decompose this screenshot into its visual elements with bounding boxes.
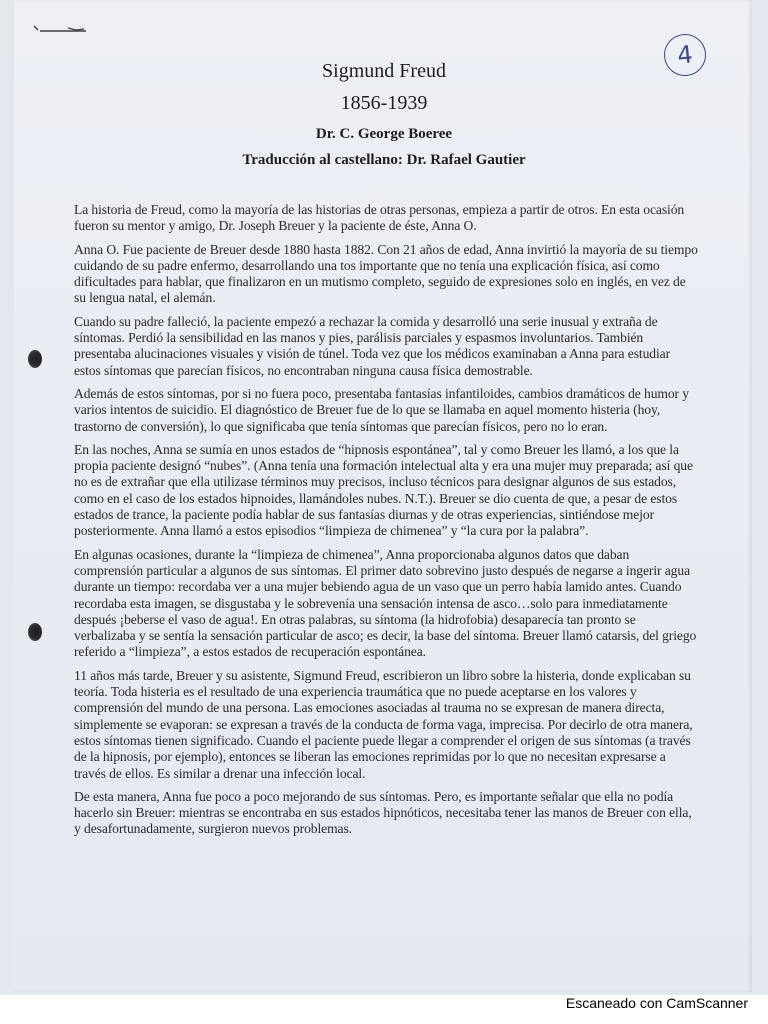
document-body [74, 202, 699, 845]
paragraph: Anna O. Fue paciente de Breuer desde 1880 hasta 1882. Con 21 años de edad, Anna invirtió la mayoría de su tiempo cuidando de su padre enfermo, desarrollando una tos importante que no tenía una explicación física, así como dificultades para hablar, que finalizaron en un mutismo completo, seguido de expresiones solo en inglés, en vez de su lengua natal, el alemán. [74, 241, 698, 306]
corner-scribble-mark [32, 24, 88, 34]
paragraph: 11 años más tarde, Breuer y su asistente, Sigmund Freud, escribieron un libro sobre la histeria, donde explicaban su teoría. Toda histeria es el resultado de una experiencia traumática que no puede aceptarse en los valores y comprensión del mundo de una persona. Las emociones asociadas al trauma no se expresan de manera directa, simplemente se evaporan: se expresan a través de la conducta de forma vaga, imprecisa. Por decirlo de otra manera, estos síntomas tienen significado. Cuando el paciente puede llegar a comprender el origen de sus síntomas (a través de la hipnosis, por ejemplo), entonces se liberan las emociones reprimidas por lo que no necesitan expresarse a través de ellos. Es similar a drenar una infección local. [74, 667, 693, 781]
paragraph: En las noches, Anna se sumía en unos estados de “hipnosis espontánea”, tal y como Breuer les llamó, a los que la propia paciente designó “nubes”. (Anna tenía una formación intelectual alta y era una mujer muy preparada; así que no es de extrañar que ella utilizase términos muy precisos, incluso técnicos para designar algunos de sus estados, como en el caso de los estados hipnoides, llamándoles nubes. N.T.). Breuer se dio cuenta de que, a pesar de estos estados de trance, la paciente podía hablar de sus fantasías diurnas y de otras experiencias, sintiéndose mejor posteriormente. Anna llamó a estos episodios “limpieza de chimenea” y “la cura por la palabra”. [74, 441, 693, 539]
paragraph: La historia de Freud, como la mayoría de las historias de otras personas, empieza a partir de otros. En esta ocasión fueron su mentor y amigo, Dr. Joseph Breuer y la paciente de éste, Anna O. [74, 202, 685, 234]
handwritten-page-number: 4 [662, 32, 708, 78]
paragraph: Además de estos síntomas, por si no fuera poco, presentaba fantasías infantiloides, cambios dramáticos de humor y varios intentos de suicidio. El diagnóstico de Breuer fue de lo que se llamaba en aquel momento histeria (hoy, trastorno de conversión), lo que significaba que tenía síntomas que parecían físicos, pero no lo eran. [74, 385, 689, 434]
punch-hole-bottom [28, 623, 42, 641]
paragraph: En algunas ocasiones, durante la “limpieza de chimenea”, Anna proporcionaba algunos datos que daban comprensión particular a algunos de sus síntomas. El primer dato sobrevino justo después de negarse a ingerir agua durante un tiempo: recordaba ver a una mujer bebiendo agua de un vaso que un perro había lamido antes. Cuando recordaba esta imagen, se disgustaba y le sobrevenía una sensación intensa de asco…solo para inmediatamente después ¡beberse el vaso de agua!. En otras palabras, su síntoma (la hidrofobia) desaparecía tan pronto se verbalizaba y se sentía la sensación particular de asco; es decir, la base del síntoma. Breuer llamó catarsis, del griego referido a “limpieza”, a estos estados de recuperación espontánea. [74, 546, 697, 660]
document-title: Sigmund Freud [322, 60, 446, 82]
paragraph: De esta manera, Anna fue poco a poco mejorando de sus síntomas. Pero, es importante señalar que ella no podía hacerlo sin Breuer: mientras se encontraba en sus estados hipnóticos, necesitaba tener las manos de Breuer con ella, y desafortunadamente, surgieron nuevos problemas. [74, 788, 692, 837]
camscanner-watermark: Escaneado con CamScanner [565, 995, 748, 1011]
paragraph: Cuando su padre falleció, la paciente empezó a rechazar la comida y desarrolló una serie inusual y extraña de síntomas. Perdió la sensibilidad en las manos y pies, parálisis parciales y espasmos involuntarios. También presentaba alucinaciones visuales y visión de túnel. Toda vez que los médicos examinaban a Anna para estudiar estos síntomas que parecían físicos, no encontraban ninguna causa física demostrable. [74, 313, 671, 378]
document-translation-credit: Traducción al castellano: Dr. Rafael Gautier [242, 152, 526, 168]
document-years: 1856-1939 [340, 92, 428, 114]
punch-hole-top [28, 350, 42, 368]
document-author: Dr. C. George Boeree [315, 126, 453, 142]
